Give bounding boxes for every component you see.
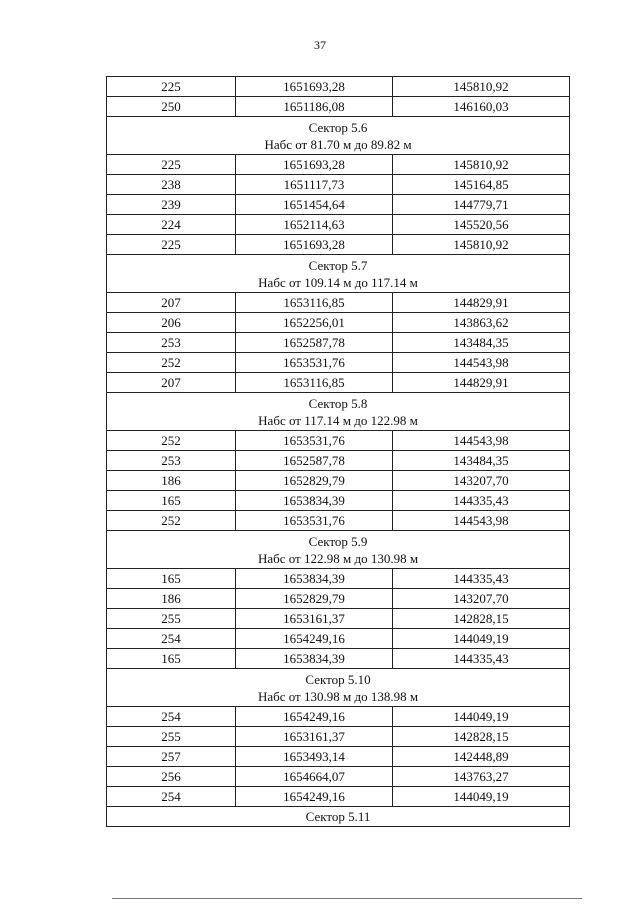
point-number-cell: 186 [107,471,236,491]
point-number-cell: 256 [107,767,236,787]
table-row [107,767,570,787]
x-coordinate-cell: 1653161,37 [236,727,393,747]
x-coordinate-cell: 1654664,07 [236,767,393,787]
page-bottom-rule [112,898,582,899]
table-row [107,491,570,511]
table-row [107,431,570,451]
table-row [107,569,570,589]
y-coordinate-cell: 143763,27 [393,767,570,787]
sector-title: Сектор 5.10 [305,671,371,687]
point-number-cell: 254 [107,629,236,649]
x-coordinate-cell: 1651454,64 [236,195,393,215]
table-row [107,511,570,531]
y-coordinate-cell: 145810,92 [393,77,570,97]
table-row [107,609,570,629]
y-coordinate-cell: 144335,43 [393,569,570,589]
x-coordinate-cell: 1651693,28 [236,235,393,255]
x-coordinate-cell: 1651693,28 [236,155,393,175]
sector-title: Сектор 5.7 [308,257,368,273]
y-coordinate-cell: 144049,19 [393,629,570,649]
point-number-cell: 254 [107,707,236,727]
page-number: 37 [314,38,326,52]
sector-title: Сектор 5.11 [305,809,371,824]
x-coordinate-cell: 1652587,78 [236,451,393,471]
y-coordinate-cell: 145520,56 [393,215,570,235]
table-row [107,97,570,117]
y-coordinate-cell: 144829,91 [393,373,570,393]
sector-header-row [107,807,570,827]
sector-header-cell [107,531,570,569]
sector-altitude-range: Набс от 81.70 м до 89.82 м [264,136,412,152]
sector-header-cell [107,117,570,155]
sector-altitude-range: Набс от 130.98 м до 138.98 м [257,688,419,704]
x-coordinate-cell: 1652587,78 [236,333,393,353]
y-coordinate-cell: 144543,98 [393,511,570,531]
table-row [107,471,570,491]
point-number-cell: 206 [107,313,236,333]
x-coordinate-cell: 1651117,73 [236,175,393,195]
table-row [107,155,570,175]
x-coordinate-cell: 1653531,76 [236,353,393,373]
table-row [107,353,570,373]
y-coordinate-cell: 143207,70 [393,589,570,609]
y-coordinate-cell: 144779,71 [393,195,570,215]
table-row [107,175,570,195]
y-coordinate-cell: 144335,43 [393,649,570,669]
y-coordinate-cell: 144829,91 [393,293,570,313]
table-row [107,649,570,669]
x-coordinate-cell: 1653834,39 [236,649,393,669]
point-number-cell: 225 [107,77,236,97]
table-row [107,747,570,767]
x-coordinate-cell: 1652114,63 [236,215,393,235]
y-coordinate-cell: 145810,92 [393,235,570,255]
point-number-cell: 252 [107,353,236,373]
point-number-cell: 255 [107,609,236,629]
coordinates-table-body [107,77,570,827]
y-coordinate-cell: 146160,03 [393,97,570,117]
sector-header-cell [107,807,570,827]
y-coordinate-cell: 145810,92 [393,155,570,175]
point-number-cell: 257 [107,747,236,767]
y-coordinate-cell: 144543,98 [393,431,570,451]
point-number-cell: 252 [107,511,236,531]
sector-header-cell [107,669,570,707]
point-number-cell: 207 [107,293,236,313]
x-coordinate-cell: 1653531,76 [236,431,393,451]
point-number-cell: 253 [107,333,236,353]
point-number-cell: 165 [107,649,236,669]
table-row [107,313,570,333]
point-number-cell: 224 [107,215,236,235]
point-number-cell: 207 [107,373,236,393]
sector-header-row [107,531,570,569]
y-coordinate-cell: 144049,19 [393,707,570,727]
x-coordinate-cell: 1654249,16 [236,787,393,807]
y-coordinate-cell: 143863,62 [393,313,570,333]
table-row [107,727,570,747]
table-row [107,451,570,471]
sector-altitude-range: Набс от 117.14 м до 122.98 м [258,412,418,428]
y-coordinate-cell: 144543,98 [393,353,570,373]
coordinates-table [106,76,570,827]
x-coordinate-cell: 1654249,16 [236,629,393,649]
table-row [107,215,570,235]
point-number-cell: 165 [107,491,236,511]
y-coordinate-cell: 142448,89 [393,747,570,767]
point-number-cell: 255 [107,727,236,747]
table-row [107,195,570,215]
sector-header-cell [107,255,570,293]
sector-header-row [107,669,570,707]
x-coordinate-cell: 1653116,85 [236,293,393,313]
table-row [107,333,570,353]
x-coordinate-cell: 1652829,79 [236,589,393,609]
y-coordinate-cell: 144335,43 [393,491,570,511]
point-number-cell: 225 [107,235,236,255]
y-coordinate-cell: 144049,19 [393,787,570,807]
x-coordinate-cell: 1653161,37 [236,609,393,629]
table-row [107,293,570,313]
sector-header-row [107,117,570,155]
sector-altitude-range: Набс от 109.14 м до 117.14 м [258,274,418,290]
x-coordinate-cell: 1653116,85 [236,373,393,393]
y-coordinate-cell: 143484,35 [393,451,570,471]
sector-title: Сектор 5.6 [308,119,368,135]
x-coordinate-cell: 1651693,28 [236,77,393,97]
point-number-cell: 250 [107,97,236,117]
x-coordinate-cell: 1654249,16 [236,707,393,727]
sector-header-row [107,393,570,431]
point-number-cell: 186 [107,589,236,609]
y-coordinate-cell: 142828,15 [393,609,570,629]
y-coordinate-cell: 145164,85 [393,175,570,195]
x-coordinate-cell: 1652829,79 [236,471,393,491]
point-number-cell: 254 [107,787,236,807]
x-coordinate-cell: 1653834,39 [236,491,393,511]
point-number-cell: 252 [107,431,236,451]
point-number-cell: 238 [107,175,236,195]
point-number-cell: 239 [107,195,236,215]
x-coordinate-cell: 1651186,08 [236,97,393,117]
sector-header-cell [107,393,570,431]
table-row [107,787,570,807]
x-coordinate-cell: 1652256,01 [236,313,393,333]
point-number-cell: 165 [107,569,236,589]
sector-title: Сектор 5.8 [308,395,368,411]
sector-altitude-range: Набс от 122.98 м до 130.98 м [257,550,419,566]
table-row [107,77,570,97]
sector-title: Сектор 5.9 [308,533,368,549]
y-coordinate-cell: 142828,15 [393,727,570,747]
point-number-cell: 225 [107,155,236,175]
table-row [107,629,570,649]
point-number-cell: 253 [107,451,236,471]
x-coordinate-cell: 1653531,76 [236,511,393,531]
table-row [107,707,570,727]
table-row [107,589,570,609]
table-row [107,373,570,393]
y-coordinate-cell: 143207,70 [393,471,570,491]
table-row [107,235,570,255]
y-coordinate-cell: 143484,35 [393,333,570,353]
x-coordinate-cell: 1653834,39 [236,569,393,589]
sector-header-row [107,255,570,293]
x-coordinate-cell: 1653493,14 [236,747,393,767]
